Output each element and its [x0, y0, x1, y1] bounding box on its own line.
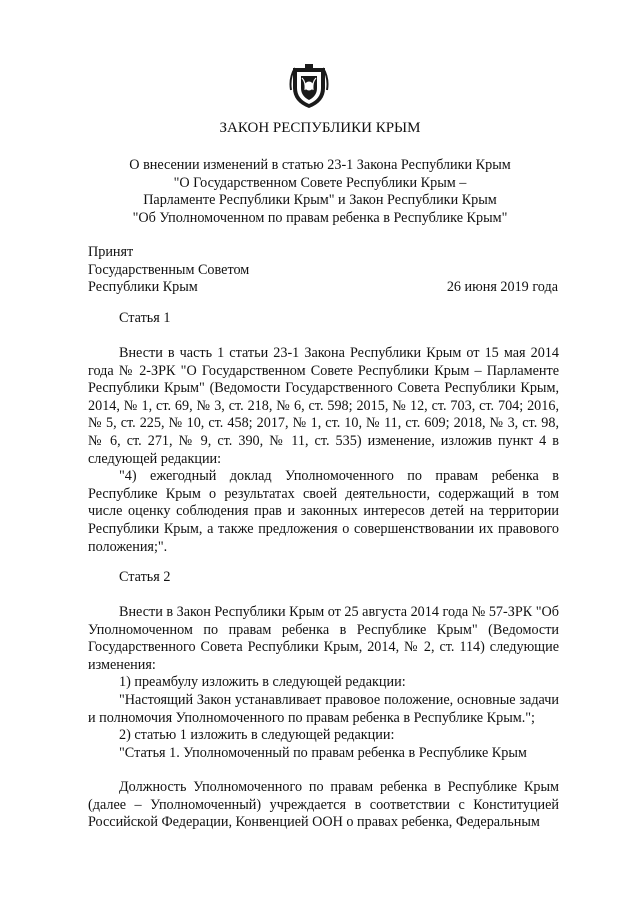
adopted-line: Республики Крым	[88, 279, 198, 296]
crimea-coat-of-arms-icon	[289, 64, 329, 110]
final-paragraph-text: Должность Уполномоченного по правам ребенка в Республике Крым (далее – Уполномоченный) учреждается в соответствии с Конституцией Российской Федерации, Конвенцией ООН о правах ребенка, Федеральным	[88, 779, 559, 831]
article-2-text: Внести в Закон Республики Крым от 25 августа 2014 года № 57-ЗРК "Об Уполномоченном по правам ребенка в Республике Крым" (Ведомости Государственного Совета Республики Крым, 2014, № 2, ст. 114) следующие изменения:	[88, 604, 559, 673]
subtitle-line: "О Государственном Совете Республики Крым –	[173, 174, 467, 191]
subtitle-line: "Об Уполномоченном по правам ребенка в Республике Крым"	[132, 210, 508, 227]
final-paragraph	[88, 779, 559, 832]
article-1-quote: "4) ежегодный доклад Уполномоченного по правам ребенка в Республике Крым о результатах своей деятельности, содержащий в том числе оценку соблюдения прав и законных интересов детей на территории Республики Крым, а также предложения о совершенствовании их правового положения;".	[88, 468, 559, 555]
article-2-quote-2: "Статья 1. Уполномоченный по правам ребенка в Республике Крым	[119, 744, 527, 761]
law-title: ЗАКОН РЕСПУБЛИКИ КРЫМ	[219, 120, 421, 136]
subtitle-line: О внесении изменений в статью 23-1 Закона Республики Крым	[129, 157, 511, 173]
adopted-line: Принят	[88, 244, 134, 260]
article-2-heading: Статья 2	[119, 569, 171, 585]
article-2-item-2: 2) статью 1 изложить в следующей редакции:	[119, 727, 395, 744]
adoption-block	[88, 244, 558, 297]
article-1-text: Внести в часть 1 статьи 23-1 Закона Республики Крым от 15 мая 2014 года № 2-ЗРК "О Государственном Совете Республики Крым – Парламенте Республики Крым" (Ведомости Государственного Совета Республики Крым, 2014, № 1, ст. 69, № 3, ст. 218, № 6, ст. 598; 2015, № 12, ст. 703, ст. 704; 2016, № 5, ст. 225, № 10, ст. 458; 2017, № 1, ст. 10, № 11, ст. 609; 2018, № 3, ст. 98, № 6, ст. 271, № 9, ст. 390, № 11, ст. 535) изменение, изложив пункт 4 в следующей редакции:	[88, 345, 559, 467]
adopted-line: Государственным Советом	[88, 261, 250, 278]
article-1-heading: Статья 1	[119, 310, 171, 326]
article-2-item-1: 1) преамбулу изложить в следующей редакции:	[119, 674, 406, 691]
subtitle-line: Парламенте Республики Крым" и Закон Республики Крым	[143, 192, 497, 209]
article-1-body	[88, 345, 559, 556]
adoption-date: 26 июня 2019 года	[446, 279, 558, 296]
article-2-body	[88, 604, 559, 762]
article-2-quote-1: "Настоящий Закон устанавливает правовое положение, основные задачи и полномочия Уполномоченного по правам ребенка в Республике Крым.";	[88, 691, 559, 726]
law-subtitle	[60, 157, 580, 228]
